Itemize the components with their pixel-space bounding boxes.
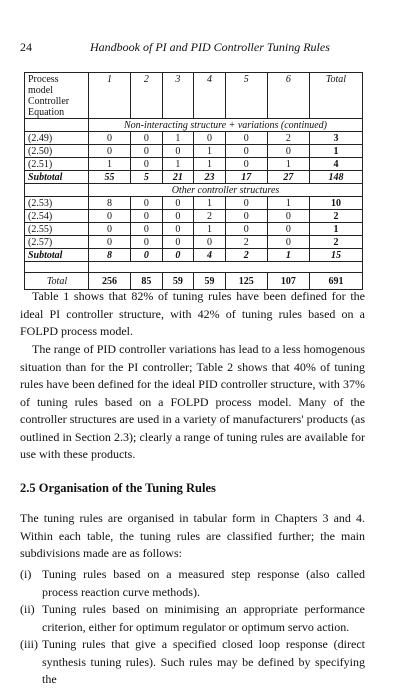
table-cell: 0 <box>225 210 267 223</box>
table-header-row <box>25 73 363 119</box>
table-cell: (2.54) <box>25 210 89 223</box>
list-item-text: Tuning rules based on minimising an appropriate performance criterion, either for optimum regulator or optimum servo action. <box>42 602 365 634</box>
header-cell: 4 <box>194 73 226 119</box>
table-cell: 2 <box>267 132 309 145</box>
table-cell: 2 <box>225 236 267 249</box>
band-spacer-cell <box>25 119 89 132</box>
table-cell: 15 <box>309 249 362 262</box>
table-cell: 1 <box>194 197 226 210</box>
table-cell: 0 <box>267 236 309 249</box>
table-row <box>25 132 363 145</box>
band-spacer-cell <box>25 184 89 197</box>
table-row <box>25 210 363 223</box>
subtotal-label: Subtotal <box>25 171 89 184</box>
table-cell: 1 <box>162 132 194 145</box>
table-row <box>25 236 363 249</box>
section-intro: The tuning rules are organised in tabular form in Chapters 3 and 4. Within each table, the tuning rules are classified further; the main subdivisions made are as follows: <box>20 511 365 560</box>
table-cell: 21 <box>162 171 194 184</box>
table-cell: 8 <box>89 249 131 262</box>
table-cell: 0 <box>89 145 131 158</box>
table-cell: 256 <box>89 273 131 290</box>
table-band-row <box>25 119 363 132</box>
running-header <box>20 40 365 56</box>
table-subtotal-row <box>25 171 363 184</box>
page-number: 24 <box>20 40 32 54</box>
table-cell: (2.53) <box>25 197 89 210</box>
header-line: Controller <box>28 96 70 107</box>
table-cell: 1 <box>267 158 309 171</box>
header-line: Equation <box>28 107 65 118</box>
running-title: Handbook of PI and PID Controller Tuning Rules <box>90 40 330 54</box>
table-cell: 125 <box>225 273 267 290</box>
table-cell: 0 <box>162 210 194 223</box>
header-cell: 1 <box>89 73 131 119</box>
table-subtotal-row <box>25 249 363 262</box>
subtotal-label: Subtotal <box>25 249 89 262</box>
list-marker: (iii) <box>20 637 38 651</box>
table-cell: 23 <box>194 171 226 184</box>
paragraph: The range of PID controller variations has lead to a less homogenous situation than for the PI controller; Table 2 shows that 40% of tuning rules have been defined for the ideal PID controller structure, with 37% of tuning rules based on a FOLPD process model. Many of the controller structures are used in a variety of manufacturers' products (as outlined in Section 2.3); clearly a range of tuning rules are available for use with these products. <box>20 342 365 461</box>
table-cell: 1 <box>194 158 226 171</box>
table-cell: 0 <box>162 223 194 236</box>
table-cell: 27 <box>267 171 309 184</box>
table-cell: 0 <box>131 210 163 223</box>
table-cell: 0 <box>131 236 163 249</box>
spacer-cell <box>25 262 89 273</box>
total-label: Total <box>25 273 89 290</box>
table-cell: 55 <box>89 171 131 184</box>
table-cell: 1 <box>194 145 226 158</box>
table-cell: 0 <box>89 223 131 236</box>
table-cell: 4 <box>309 158 362 171</box>
table-cell: 59 <box>194 273 226 290</box>
table-cell: 3 <box>309 132 362 145</box>
table-band-row <box>25 184 363 197</box>
header-line: Process model <box>28 74 59 96</box>
band-label: Non-interacting structure + variations (continued) <box>89 119 363 132</box>
band-label: Other controller structures <box>89 184 363 197</box>
table-cell: 148 <box>309 171 362 184</box>
table-cell: 1 <box>267 197 309 210</box>
list-item-text: Tuning rules that give a specified closed loop response (direct synthesis tuning rules). Such rules may be defined by specifying the <box>42 637 365 686</box>
table-cell: 10 <box>309 197 362 210</box>
table-cell: 2 <box>309 236 362 249</box>
table-cell: 0 <box>194 132 226 145</box>
table-cell: 0 <box>267 145 309 158</box>
table-cell: 0 <box>162 145 194 158</box>
table-cell: 0 <box>89 210 131 223</box>
list-item-text: Tuning rules based on a measured step response (also called process reaction curve methods). <box>42 567 365 599</box>
table-cell: 0 <box>162 249 194 262</box>
table-cell: 0 <box>267 223 309 236</box>
table-cell: 0 <box>131 158 163 171</box>
table-cell: 107 <box>267 273 309 290</box>
list-item <box>20 566 365 601</box>
table-cell: 691 <box>309 273 362 290</box>
table-cell: 59 <box>162 273 194 290</box>
table-total-row <box>25 273 363 290</box>
table-cell: 2 <box>309 210 362 223</box>
tuning-rules-count-table <box>24 72 363 290</box>
section-heading: 2.5 Organisation of the Tuning Rules <box>20 481 216 495</box>
table-cell: 0 <box>131 223 163 236</box>
table-row <box>25 158 363 171</box>
table-cell: 0 <box>131 249 163 262</box>
spacer-cell <box>89 262 363 273</box>
table-cell: 0 <box>131 132 163 145</box>
header-cell: 6 <box>267 73 309 119</box>
table-cell: (2.49) <box>25 132 89 145</box>
table-cell: 4 <box>194 249 226 262</box>
table-cell: 0 <box>225 145 267 158</box>
table-cell: 0 <box>194 236 226 249</box>
table-row <box>25 197 363 210</box>
table-cell: (2.50) <box>25 145 89 158</box>
table-cell: 1 <box>162 158 194 171</box>
paragraph: Table 1 shows that 82% of tuning rules have been defined for the ideal PI controller structure, with 42% of tuning rules based on a FOLPD process model. <box>20 289 365 338</box>
table-cell: 5 <box>131 171 163 184</box>
table-cell: 0 <box>162 236 194 249</box>
table-cell: 2 <box>225 249 267 262</box>
table-cell: 0 <box>131 145 163 158</box>
table-cell: 0 <box>267 210 309 223</box>
list-marker: (i) <box>20 567 32 581</box>
table-cell: (2.51) <box>25 158 89 171</box>
table-cell: 0 <box>225 223 267 236</box>
table-cell: (2.57) <box>25 236 89 249</box>
header-cell-process-model <box>25 73 89 119</box>
table-cell: 1 <box>267 249 309 262</box>
table-cell: 0 <box>131 197 163 210</box>
list-item <box>20 636 365 689</box>
table-cell: 17 <box>225 171 267 184</box>
table-cell: 0 <box>225 158 267 171</box>
table-cell: 1 <box>89 158 131 171</box>
table-cell: 0 <box>89 132 131 145</box>
table-cell: 8 <box>89 197 131 210</box>
header-cell: 5 <box>225 73 267 119</box>
table-cell: (2.55) <box>25 223 89 236</box>
header-cell: 2 <box>131 73 163 119</box>
table-cell: 2 <box>194 210 226 223</box>
table-cell: 0 <box>225 132 267 145</box>
table-row <box>25 223 363 236</box>
table-cell: 1 <box>309 223 362 236</box>
table-cell: 0 <box>225 197 267 210</box>
table-cell: 85 <box>131 273 163 290</box>
table-cell: 0 <box>89 236 131 249</box>
table-spacer-row <box>25 262 363 273</box>
table-cell: 1 <box>309 145 362 158</box>
table-row <box>25 145 363 158</box>
table-cell: 1 <box>194 223 226 236</box>
table-cell: 0 <box>162 197 194 210</box>
header-cell: Total <box>309 73 362 119</box>
header-cell: 3 <box>162 73 194 119</box>
subdivision-list <box>20 566 365 689</box>
list-marker: (ii) <box>20 602 35 616</box>
list-item <box>20 601 365 636</box>
